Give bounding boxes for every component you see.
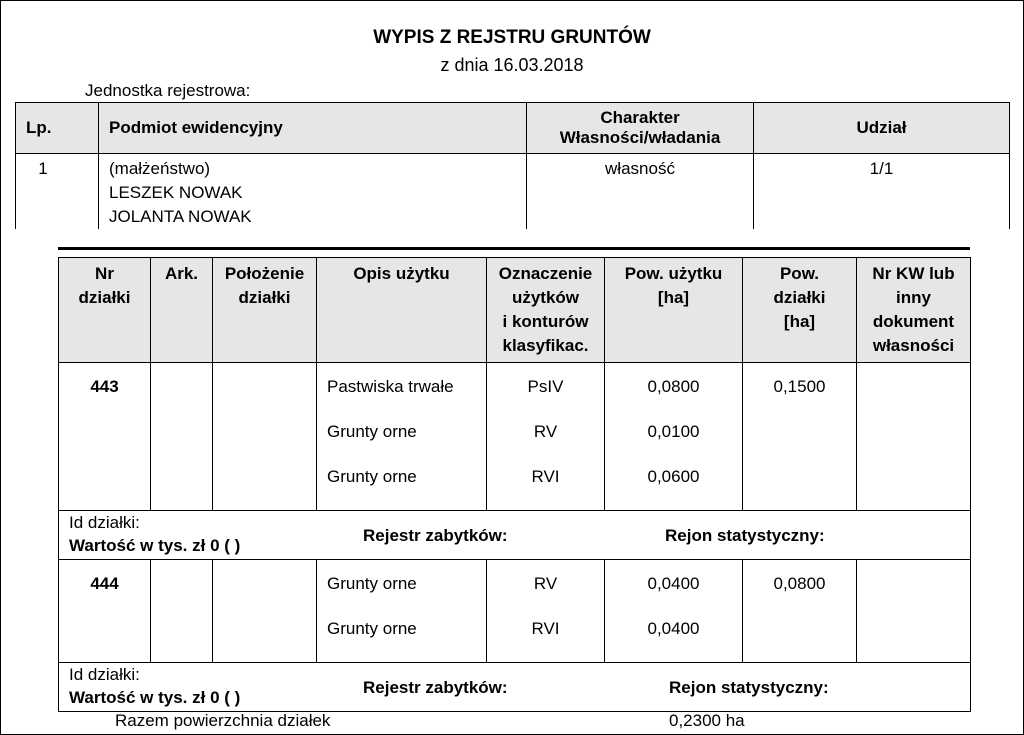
header-text: działki (238, 288, 291, 307)
document-date: z dnia 16.03.2018 (440, 55, 584, 75)
header-text: Nr (95, 264, 114, 283)
header-text: Pow. użytku (624, 264, 723, 283)
header-parcel-nr (59, 258, 151, 363)
header-text: Nr KW lub (872, 264, 955, 283)
use-desc: Pastwiska trwałe (327, 377, 454, 396)
parcel-use-areas (605, 560, 743, 663)
header-text: i konturów (502, 312, 589, 331)
section-divider (58, 247, 970, 250)
header-character-line1: Charakter (600, 108, 680, 127)
header-text: Opis użytku (353, 264, 450, 283)
parcel-value-label: Wartość w tys. zł 0 ( ) (69, 688, 241, 707)
header-text: inny (896, 288, 931, 307)
parcel-area (743, 363, 857, 511)
header-text: Ark. (164, 264, 199, 283)
header-use-desc (317, 258, 487, 363)
header-character-line2: Własności/władania (559, 128, 721, 147)
parcel-id-label: Id działki: (69, 665, 140, 684)
use-area: 0,0400 (647, 574, 700, 593)
owner-character: własność (527, 154, 754, 230)
parcel-nr-value: 444 (90, 574, 119, 593)
parcel-nr-value: 443 (90, 377, 119, 396)
owner-row (16, 154, 1010, 230)
header-share: Udział (754, 103, 1010, 154)
statistical-region-label: Rejon statystyczny: (665, 526, 825, 545)
parcels-header-row (59, 258, 971, 363)
total-area-value: 0,2300 ha (669, 711, 745, 730)
owners-table (15, 102, 1010, 229)
use-designation: RV (533, 422, 558, 441)
header-text: własności (872, 336, 955, 355)
document-title: WYPIS Z REJSTRU GRUNTÓW (373, 27, 651, 48)
header-designation (487, 258, 605, 363)
parcel-designations (487, 560, 605, 663)
header-text: [ha] (657, 288, 690, 307)
parcel-info-cell (59, 511, 971, 560)
monuments-register-label: Rejestr zabytków: (363, 678, 508, 697)
header-lp: Lp. (16, 103, 99, 154)
parcel-area-value: 0,1500 (773, 377, 826, 396)
use-area: 0,0400 (647, 619, 700, 638)
monuments-register-label: Rejestr zabytków: (363, 526, 508, 545)
header-text: działki (773, 288, 826, 307)
parcel-location (213, 363, 317, 511)
owner-subject (99, 154, 527, 230)
use-desc: Grunty orne (327, 619, 417, 638)
parcel-nr (59, 560, 151, 663)
header-text: Położenie (224, 264, 305, 283)
statistical-region-label: Rejon statystyczny: (669, 678, 829, 697)
header-text: Oznaczenie (498, 264, 593, 283)
parcel-row (59, 560, 971, 663)
owner-subject-line: JOLANTA NOWAK (109, 207, 252, 226)
use-area: 0,0100 (647, 422, 700, 441)
header-ark (151, 258, 213, 363)
total-area-label: Razem powierzchnia działek (115, 711, 331, 730)
use-desc: Grunty orne (327, 422, 417, 441)
header-location (213, 258, 317, 363)
use-designation: RV (533, 574, 558, 593)
parcel-ark (151, 363, 213, 511)
header-text: dokument (872, 312, 955, 331)
parcel-value-label: Wartość w tys. zł 0 ( ) (69, 536, 241, 555)
owner-subject-line: LESZEK NOWAK (109, 183, 243, 202)
parcel-designations (487, 363, 605, 511)
use-designation: RVI (531, 619, 560, 638)
header-use-area (605, 258, 743, 363)
parcel-ark (151, 560, 213, 663)
parcel-id-label: Id działki: (69, 513, 140, 532)
use-designation: PsIV (527, 377, 564, 396)
parcel-use-areas (605, 363, 743, 511)
parcel-area-value: 0,0800 (773, 574, 826, 593)
use-area: 0,0600 (647, 467, 700, 486)
owners-header-row (16, 103, 1010, 154)
header-subject: Podmiot ewidencyjny (99, 103, 527, 154)
owner-lp: 1 (16, 154, 99, 230)
parcel-area (743, 560, 857, 663)
owner-subject-line: (małżeństwo) (109, 159, 211, 178)
parcel-info-row (59, 663, 971, 712)
parcel-kw (857, 560, 971, 663)
header-text: [ha] (783, 312, 816, 331)
parcel-kw (857, 363, 971, 511)
parcel-row (59, 363, 971, 511)
header-parcel-area (743, 258, 857, 363)
parcel-use-descriptions (317, 363, 487, 511)
header-kw (857, 258, 971, 363)
owner-share: 1/1 (754, 154, 1010, 230)
header-text: klasyfikac. (502, 336, 589, 355)
parcel-info-cell (59, 663, 971, 712)
use-area: 0,0800 (647, 377, 700, 396)
parcel-location (213, 560, 317, 663)
parcel-use-descriptions (317, 560, 487, 663)
header-character (527, 103, 754, 154)
parcel-nr (59, 363, 151, 511)
header-text: użytków (511, 288, 580, 307)
parcel-info-row (59, 511, 971, 560)
header-text: Pow. (779, 264, 820, 283)
use-desc: Grunty orne (327, 574, 417, 593)
parcels-table (58, 257, 971, 712)
registration-unit-label: Jednostka rejestrowa: (85, 81, 251, 100)
use-designation: RVI (531, 467, 560, 486)
header-text: działki (78, 288, 131, 307)
use-desc: Grunty orne (327, 467, 417, 486)
